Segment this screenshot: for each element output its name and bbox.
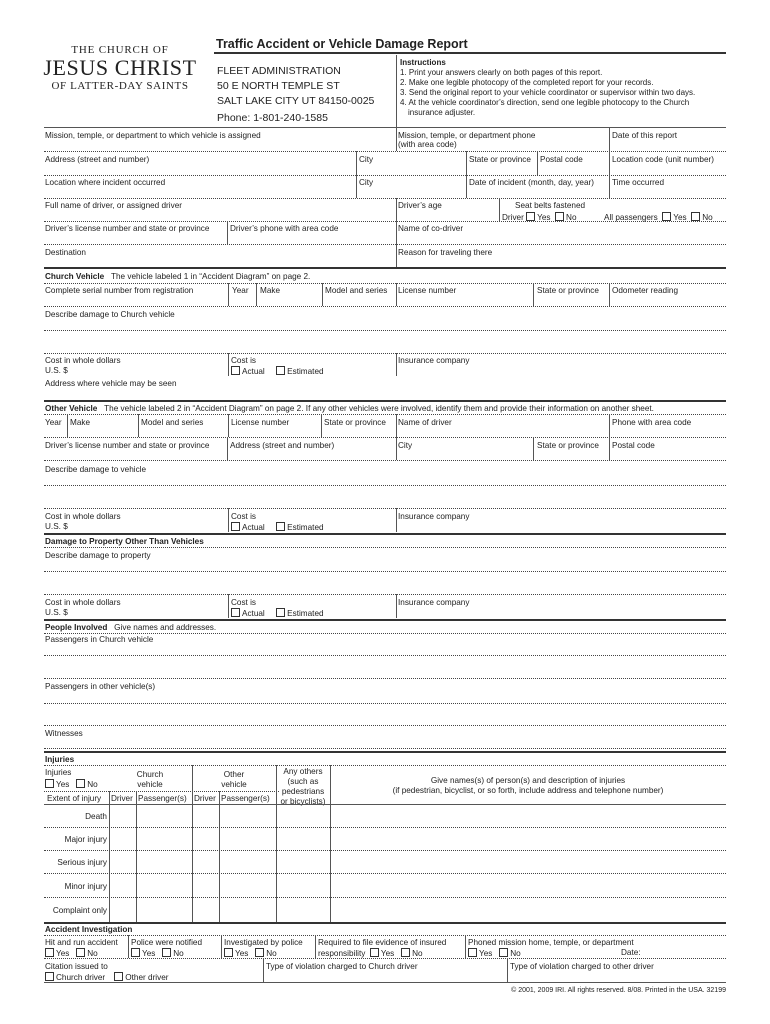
cv-damage-label: Describe damage to Church vehicle [45,310,175,319]
required-label: Required to file evidence of insured [318,938,447,947]
pr-actual-checkbox[interactable] [231,608,240,617]
date-report-label: Date of this report [612,131,678,140]
property-title: Damage to Property Other Than Vehicles [45,537,204,546]
cv-us-label: U.S. $ [45,366,68,375]
pr-actual-label: Actual [242,609,265,618]
seatbelts-label: Seat belts fastened [515,201,586,210]
instruction-1: 1. Print your answers clearly on both pages of this report. [400,68,603,77]
instruction-2: 2. Make one legible photocopy of the completed report for your records. [400,78,654,87]
mission-vehicle-label: Mission, temple, or department to which vehicle is assigned [45,131,261,140]
church-logo [40,44,200,92]
church-passengers-label: Passengers in Church vehicle [45,635,154,644]
people-heading [45,623,216,633]
give-names-line2: (if pedestrian, bicyclist, or so forth, include address and telephone number) [392,786,664,795]
ov-postal-label: Postal code [612,441,655,450]
ov-make-label: Make [70,418,91,427]
people-title: People Involved [45,623,108,632]
mission-phone-label: Mission, temple, or department phone [398,131,536,140]
city2-label: City [359,178,374,187]
ov-driver-col-label: Driver [194,794,216,803]
cv-year-label: Year [232,286,249,295]
required-yes-checkbox[interactable] [370,948,379,957]
phoned-yes-label: Yes [479,949,493,958]
ov-dl-label: Driver’s license number and state or province [45,441,210,450]
date-incident-label: Date of incident (month, day, year) [469,178,594,187]
time-label: Time occurred [612,178,665,187]
fleet-street: 50 E NORTH TEMPLE ST [217,80,340,92]
mission-phone-label2: (with area code) [398,140,457,149]
ov-col-line1: Other [223,770,245,779]
other-vehicle-col [204,770,264,790]
row-major: Major injury [64,835,107,844]
seat-pass-yes-label: Yes [673,213,687,222]
extent-label: Extent of injury [47,794,102,803]
logo-line3: OF LATTER-DAY SAINTS [51,80,189,92]
cv-passengers-label: Passenger(s) [138,794,187,803]
church-vehicle-desc: The vehicle labeled 1 in “Accident Diagram” on page 2. [110,272,311,281]
cv-cost-type [231,366,324,377]
responsibility-label: responsibility [318,949,366,958]
injuries-label: Injuries [45,768,72,777]
investigated-no-label: No [266,949,277,958]
location-incident-label: Location where incident occurred [45,178,166,187]
form-title: Traffic Accident or Vehicle Damage Report [216,37,468,51]
other-vehicle-heading [45,404,654,414]
ov-actual-checkbox[interactable] [231,522,240,531]
pr-cost-type [231,608,324,619]
hit-run-yes-label: Yes [56,949,70,958]
state-label: State or province [469,155,531,164]
phoned-date-label: Date: [621,948,641,957]
driver-age-label: Driver’s age [398,201,442,210]
ov-col-line2: vehicle [221,780,247,789]
violation-other-label: Type of violation charged to other driver [510,962,654,971]
phoned-yes-checkbox[interactable] [468,948,477,957]
investigation-title: Accident Investigation [45,925,133,934]
instructions-title: Instructions [400,58,446,67]
cv-state-label: State or province [537,286,599,295]
hit-run-no-checkbox[interactable] [76,948,85,957]
ao-line3: pedestrians [281,787,325,796]
ao-line4: or bicyclists) [280,797,326,806]
seat-driver-no-label: No [566,213,577,222]
postal-label: Postal code [540,155,583,164]
seat-pass-yes-checkbox[interactable] [662,212,671,221]
witnesses-label: Witnesses [45,729,83,738]
pr-estimated-label: Estimated [287,609,324,618]
pr-cost-label: Cost in whole dollars [45,598,121,607]
instruction-4b: insurance adjuster. [408,108,476,117]
cv-odometer-label: Odometer reading [612,286,678,295]
injuries-no-label: No [87,780,98,789]
row-complaint: Complaint only [52,906,107,915]
cv-col-line1: Church [136,770,164,779]
citation-label: Citation issued to [45,962,108,971]
city-label: City [359,155,374,164]
police-no-label: No [173,949,184,958]
people-desc: Give names and addresses. [114,623,217,632]
cv-license-label: License number [398,286,457,295]
phoned-no-label: No [510,949,521,958]
pr-us-label: U.S. $ [45,608,68,617]
driver-name-label: Full name of driver, or assigned driver [45,201,182,210]
ov-us-label: U.S. $ [45,522,68,531]
instruction-3: 3. Send the original report to your vehicle coordinator or supervisor within two days. [400,88,696,97]
ov-phone-label: Phone with area code [612,418,692,427]
citation-church-checkbox[interactable] [45,972,54,981]
ao-line1: Any others [283,767,323,776]
row-death: Death [85,812,107,821]
cv-actual-label: Actual [242,367,265,376]
row-minor: Minor injury [64,882,107,891]
destination-label: Destination [45,248,86,257]
ov-passengers-col-label: Passenger(s) [221,794,270,803]
cv-seen-label: Address where vehicle may be seen [45,379,177,388]
cv-model-label: Model and series [325,286,388,295]
police-yes-label: Yes [142,949,156,958]
injuries-yes-label: Yes [56,780,70,789]
ov-actual-label: Actual [242,523,265,532]
ov-model-label: Model and series [141,418,204,427]
cv-estimated-checkbox[interactable] [276,366,285,375]
any-others-col [275,767,331,807]
cv-cost-label: Cost in whole dollars [45,356,121,365]
hit-run-no-label: No [87,949,98,958]
fleet-phone: Phone: 1-801-240-1585 [217,112,328,124]
citation-other-checkbox[interactable] [114,972,123,981]
church-vehicle-col [120,770,180,790]
ov-license-label: License number [231,418,290,427]
license-label: Driver’s license number and state or province [45,224,210,233]
ov-driver-label: Name of driver [398,418,452,427]
give-names-line1: Give names(s) of person(s) and description of injuries [430,776,626,785]
required-no-checkbox[interactable] [401,948,410,957]
required-no-label: No [412,949,423,958]
ov-state2-label: State or province [537,441,599,450]
fleet-admin: FLEET ADMINISTRATION [217,65,341,77]
instructions [400,58,695,118]
injuries-title: Injuries [45,755,75,764]
ov-estimated-label: Estimated [287,523,324,532]
injuries-yes-checkbox[interactable] [45,779,54,788]
address-label: Address (street and number) [45,155,150,164]
serial-label: Complete serial number from registration [45,286,194,295]
phoned-no-checkbox[interactable] [499,948,508,957]
reason-label: Reason for traveling there [398,248,493,257]
ao-line2: (such as [287,777,319,786]
ov-address-label: Address (street and number) [230,441,335,450]
ov-estimated-checkbox[interactable] [276,522,285,531]
investigated-no-checkbox[interactable] [255,948,264,957]
other-passengers-label: Passengers in other vehicle(s) [45,682,156,691]
seat-driver-no-checkbox[interactable] [555,212,564,221]
injuries-yesno [45,779,98,790]
row-serious: Serious injury [57,858,107,867]
cv-insurance-label: Insurance company [398,356,470,365]
other-vehicle-desc: The vehicle labeled 2 in “Accident Diagram” on page 2. If any other vehicles were involved, identify them and provide their information on another sheet. [104,404,654,413]
ov-state-label: State or province [324,418,386,427]
cv-actual-checkbox[interactable] [231,366,240,375]
driver-phone-label: Driver’s phone with area code [230,224,339,233]
property-damage-label: Describe damage to property [45,551,151,560]
investigated-label: Investigated by police [224,938,303,947]
police-notified-label: Police were notified [131,938,202,947]
cv-col-line2: vehicle [137,780,163,789]
fleet-city: SALT LAKE CITY UT 84150-0025 [217,95,375,107]
cv-make-label: Make [260,286,281,295]
citation-church-label: Church driver [56,973,106,982]
required-yes-label: Yes [380,949,395,958]
give-names-col [330,776,726,796]
pr-estimated-checkbox[interactable] [276,608,285,617]
phoned-label: Phoned mission home, temple, or department [468,938,634,947]
cv-cost-is-label: Cost is [231,356,257,365]
investigated-yes-label: Yes [235,949,249,958]
ov-city-label: City [398,441,413,450]
codriver-label: Name of co-driver [398,224,464,233]
cv-estimated-label: Estimated [287,367,324,376]
church-vehicle-heading [45,272,310,282]
ov-cost-type [231,522,324,533]
injuries-no-checkbox[interactable] [76,779,85,788]
ov-cost-is-label: Cost is [231,512,257,521]
seat-pass-no-checkbox[interactable] [691,212,700,221]
seat-pass-no-label: No [702,213,713,222]
footer-copyright: © 2001, 2009 IRI. All rights reserved. 8/08. Printed in the USA. 32199 [511,987,726,994]
all-passengers-label: All passengers [604,213,658,222]
location-code-label: Location code (unit number) [612,155,714,164]
hit-run-yes-checkbox[interactable] [45,948,54,957]
police-yes-checkbox[interactable] [131,948,140,957]
logo-line2: JESUS CHRIST [43,55,197,80]
investigated-yes-checkbox[interactable] [224,948,233,957]
hit-run-label: Hit and run accident [45,938,118,947]
violation-church-label: Type of violation charged to Church driver [266,962,418,971]
ov-cost-label: Cost in whole dollars [45,512,121,521]
pr-insurance-label: Insurance company [398,598,470,607]
instruction-4: 4. At the vehicle coordinator’s direction, send one legible photocopy to the Church [400,98,690,107]
ov-year-label: Year [45,418,62,427]
cv-driver-label: Driver [111,794,133,803]
seat-driver-label: Driver [502,213,524,222]
ov-insurance-label: Insurance company [398,512,470,521]
logo-line1: THE CHURCH OF [71,44,169,56]
ov-damage-label: Describe damage to vehicle [45,465,147,474]
other-vehicle-title: Other Vehicle [45,404,98,413]
police-no-checkbox[interactable] [162,948,171,957]
pr-cost-is-label: Cost is [231,598,257,607]
citation-other-label: Other driver [125,973,169,982]
church-vehicle-title: Church Vehicle [45,272,105,281]
seat-driver-yes-label: Yes [537,213,551,222]
seat-driver-yes-checkbox[interactable] [526,212,535,221]
